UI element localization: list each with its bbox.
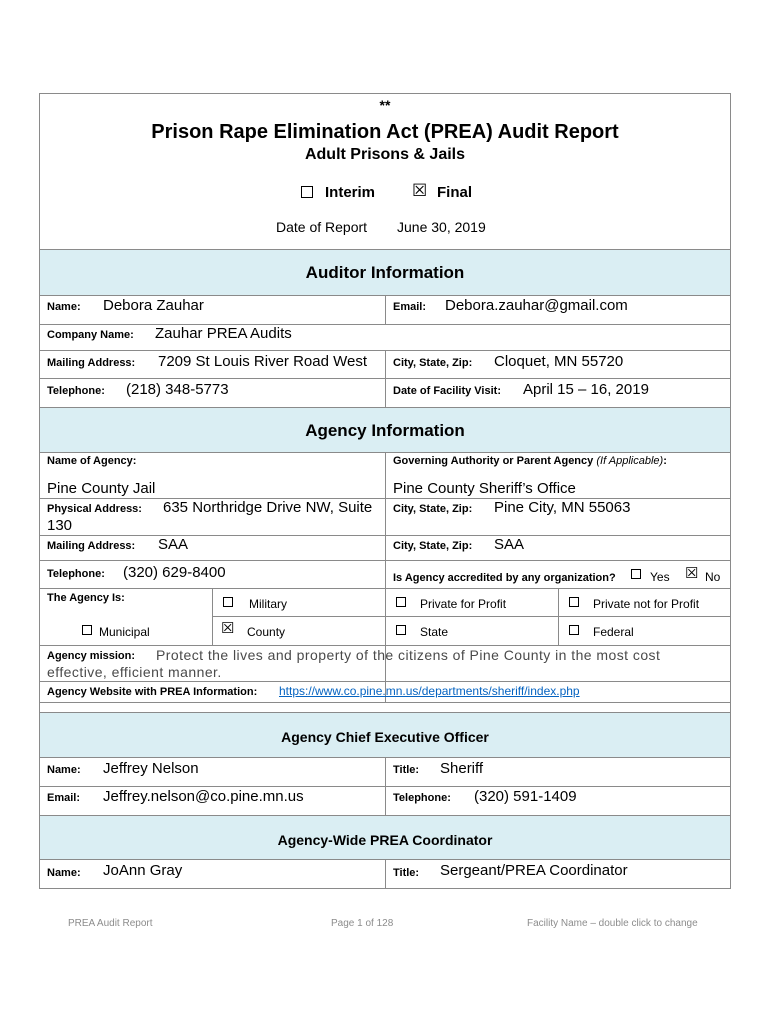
- coordinator-title-label: Title:: [393, 867, 420, 879]
- agency-website-label: Agency Website with PREA Information:: [47, 686, 258, 698]
- ceo-phone: (320) 591-1409: [474, 788, 577, 805]
- auditor-phone-label: Telephone:: [47, 385, 105, 397]
- footer-report-name: PREA Audit Report: [68, 918, 153, 929]
- report-subtitle: Adult Prisons & Jails: [304, 146, 466, 163]
- auditor-mailing-label: Mailing Address:: [47, 357, 136, 369]
- auditor-name-label: Name:: [47, 301, 81, 313]
- governing-authority-label: Governing Authority or Parent Agency (If Applicable):: [393, 455, 667, 467]
- type-federal-label: Federal: [593, 625, 634, 639]
- auditor-city: Cloquet, MN 55720: [494, 353, 624, 370]
- agency-city2: SAA: [494, 536, 525, 553]
- final-checkbox-checked[interactable]: ☒: [412, 181, 428, 200]
- agency-phone: (320) 629-8400: [123, 564, 226, 581]
- governing-authority-value: Pine County Sheriff’s Office: [393, 480, 576, 497]
- agency-mailing: SAA: [158, 536, 189, 553]
- agency-phone-label: Telephone:: [47, 568, 105, 580]
- type-private-nonprofit-checkbox[interactable]: [569, 597, 579, 607]
- agency-section-title: Agency Information: [305, 421, 465, 440]
- auditor-name: Debora Zauhar: [103, 297, 204, 314]
- agency-city: Pine City, MN 55063: [494, 499, 631, 516]
- coordinator-title: Sergeant/PREA Coordinator: [440, 862, 628, 879]
- auditor-mailing: 7209 St Louis River Road West: [158, 353, 367, 370]
- type-federal-checkbox[interactable]: [569, 625, 579, 635]
- type-municipal-checkbox[interactable]: [82, 625, 92, 635]
- auditor-section-title: Auditor Information: [305, 263, 465, 282]
- report-title: Prison Rape Elimination Act (PREA) Audit Report: [151, 121, 619, 143]
- date-of-report-label: Date of Report: [276, 219, 368, 235]
- agency-name-label: Name of Agency:: [47, 455, 137, 467]
- type-military-checkbox[interactable]: [223, 597, 233, 607]
- coordinator-name: JoAnn Gray: [103, 862, 183, 879]
- agency-mission-line1: Protect the lives and property of the citizens of Pine County in the most cost: [156, 647, 661, 663]
- interim-checkbox[interactable]: [301, 186, 313, 198]
- physical-address-label: Physical Address:: [47, 503, 142, 515]
- accredited-label: Is Agency accredited by any organization?: [393, 572, 616, 584]
- footer-facility-name[interactable]: Facility Name – double click to change: [527, 918, 698, 929]
- agency-mission-label: Agency mission:: [47, 650, 136, 662]
- auditor-email: Debora.zauhar@gmail.com: [445, 297, 628, 314]
- coordinator-name-label: Name:: [47, 867, 81, 879]
- type-county-checkbox-checked[interactable]: ☒: [221, 620, 235, 637]
- agency-mailing-label: Mailing Address:: [47, 540, 136, 552]
- coordinator-section-title: Agency-Wide PREA Coordinator: [277, 832, 493, 848]
- accredited-yes-label: Yes: [650, 570, 670, 584]
- type-municipal-label: Municipal: [99, 625, 150, 639]
- type-private-profit-checkbox[interactable]: [396, 597, 406, 607]
- type-private-nonprofit-label: Private not for Profit: [593, 597, 700, 611]
- ceo-title: Sheriff: [440, 760, 484, 777]
- agency-type-label: The Agency Is:: [47, 592, 125, 604]
- footer-page-number: Page 1 of 128: [331, 918, 394, 929]
- ceo-section-title: Agency Chief Executive Officer: [281, 729, 489, 745]
- physical-address-line2: 130: [47, 517, 73, 534]
- ceo-title-label: Title:: [393, 764, 420, 776]
- agency-name: Pine County Jail: [47, 480, 156, 497]
- header-stars: **: [379, 97, 391, 113]
- interim-label: Interim: [325, 184, 376, 201]
- type-military-label: Military: [249, 597, 287, 611]
- agency-mission-line2: effective, efficient manner.: [47, 664, 222, 680]
- type-state-label: State: [420, 625, 449, 639]
- agency-website-link[interactable]: https://www.co.pine.mn.us/departments/sheriff/index.php: [279, 684, 580, 698]
- agency-city2-label: City, State, Zip:: [393, 540, 473, 552]
- company-name: Zauhar PREA Audits: [155, 325, 292, 342]
- ceo-name-label: Name:: [47, 764, 81, 776]
- company-name-label: Company Name:: [47, 329, 134, 341]
- ceo-email: Jeffrey.nelson@co.pine.mn.us: [103, 788, 304, 805]
- facility-visit-label: Date of Facility Visit:: [393, 385, 501, 397]
- accredited-no-label: No: [705, 570, 721, 584]
- accredited-yes-checkbox[interactable]: [631, 569, 641, 579]
- type-county-label: County: [247, 625, 286, 639]
- ceo-email-label: Email:: [47, 792, 81, 804]
- type-private-profit-label: Private for Profit: [420, 597, 507, 611]
- agency-city-label: City, State, Zip:: [393, 503, 473, 515]
- type-state-checkbox[interactable]: [396, 625, 406, 635]
- ceo-phone-label: Telephone:: [393, 792, 451, 804]
- date-of-report-value: June 30, 2019: [397, 219, 486, 235]
- auditor-phone: (218) 348-5773: [126, 381, 229, 398]
- auditor-email-label: Email:: [393, 301, 427, 313]
- audit-report-page: [39, 93, 731, 889]
- facility-visit-date: April 15 – 16, 2019: [523, 381, 649, 398]
- auditor-city-label: City, State, Zip:: [393, 357, 473, 369]
- final-label: Final: [437, 184, 473, 201]
- accredited-no-checkbox-checked[interactable]: ☒: [685, 565, 699, 582]
- ceo-name: Jeffrey Nelson: [103, 760, 199, 777]
- physical-address-line1: 635 Northridge Drive NW, Suite: [163, 499, 373, 516]
